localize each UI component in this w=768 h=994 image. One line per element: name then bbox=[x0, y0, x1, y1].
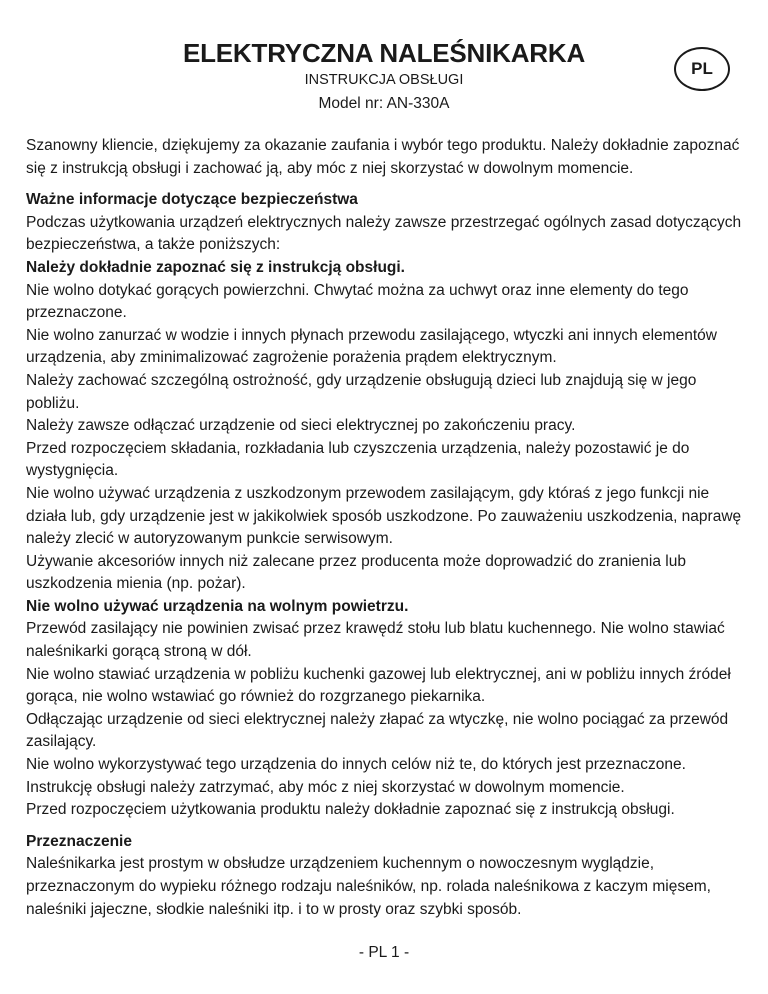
safety-paragraph: Przewód zasilający nie powinien zwisać przez krawędź stołu lub blatu kuchennego. Nie wolno stawiać naleśnikarki gorącą stroną w dół. bbox=[26, 620, 725, 661]
safety-paragraph-emphasis: Należy dokładnie zapoznać się z instrukcją obsługi. bbox=[26, 258, 405, 276]
safety-heading: Ważne informacje dotyczące bezpieczeństwa bbox=[26, 191, 358, 209]
document-body bbox=[26, 135, 750, 921]
safety-paragraph: Nie wolno dotykać gorących powierzchni. Chwytać można za uchwyt oraz inne elementy do tego przeznaczone. bbox=[26, 281, 689, 322]
safety-paragraph: Należy zawsze odłączać urządzenie od sieci elektrycznej po zakończeniu pracy. bbox=[26, 417, 576, 435]
document-title: ELEKTRYCZNA NALEŚNIKARKA bbox=[182, 38, 586, 68]
safety-paragraph: Nie wolno zanurzać w wodzie i innych płynach przewodu zasilającego, wtyczki ani innych elementów urządzenia, aby zminimalizować zagrożenie porażenia prądem elektrycznym. bbox=[26, 326, 717, 367]
purpose-paragraph: Naleśnikarka jest prostym w obsłudze urządzeniem kuchennym o nowoczesnym wyglądzie, przeznaczonym do wypieku różnego rodzaju naleśników, np. rolada naleśnikowa z kaczym mięsem, naleśniki jajeczne, słodkie naleśniki itp. i to w prosty oraz szybki sposób. bbox=[26, 855, 711, 918]
safety-paragraph: Przed rozpoczęciem użytkowania produktu należy dokładnie zapoznać się z instrukcją obsługi. bbox=[26, 801, 675, 819]
safety-paragraph: Instrukcję obsługi należy zatrzymać, aby móc z niej skorzystać w dowolnym momencie. bbox=[26, 778, 625, 796]
purpose-heading: Przeznaczenie bbox=[26, 832, 132, 850]
safety-paragraph: Używanie akcesoriów innych niż zalecane przez producenta może doprowadzić do zranienia lub uszkodzenia mienia (np. pożar). bbox=[26, 552, 686, 593]
safety-paragraph: Przed rozpoczęciem składania, rozkładania lub czyszczenia urządzenia, należy pozostawić je do wystygnięcia. bbox=[26, 439, 690, 480]
safety-paragraph: Odłączając urządzenie od sieci elektrycznej należy złapać za wtyczkę, nie wolno pociągać za przewód zasilający. bbox=[26, 710, 729, 751]
safety-paragraph: Nie wolno wykorzystywać tego urządzenia do innych celów niż te, do których jest przeznaczone. bbox=[26, 756, 686, 774]
safety-paragraph: Podczas użytkowania urządzeń elektrycznych należy zawsze przestrzegać ogólnych zasad dotyczących bezpieczeństwa, a także poniższych: bbox=[26, 213, 742, 254]
document-subtitle: INSTRUKCJA OBSŁUGI bbox=[304, 72, 464, 88]
safety-paragraph: Nie wolno stawiać urządzenia w pobliżu kuchenki gazowej lub elektrycznej, ani w pobliżu innych źródeł gorąca, nie wolno wstawiać go również do rozgrzanego piekarnika. bbox=[26, 665, 731, 706]
model-number: Model nr: AN-330A bbox=[318, 95, 450, 112]
safety-paragraph: Nie wolno używać urządzenia z uszkodzonym przewodem zasilającym, gdy któraś z jego funkcji nie działa lub, gdy urządzenie jest w jakikolwiek sposób uszkodzone. Po zauważeniu uszkodzenia, naprawę należy zlecić w autoryzowanym punkcie serwisowym. bbox=[26, 484, 742, 548]
page-number: - PL 1 - bbox=[358, 944, 410, 961]
safety-paragraph: Należy zachować szczególną ostrożność, gdy urządzenie obsługują dzieci lub znajdują się w jego pobliżu. bbox=[26, 371, 697, 412]
intro-paragraph: Szanowny kliencie, dziękujemy za okazanie zaufania i wybór tego produktu. Należy dokładnie zapoznać się z instrukcją obsługi i zachować ją, aby móc z niej skorzystać w dowolnym momencie. bbox=[26, 137, 740, 177]
document-header bbox=[0, 38, 768, 114]
language-badge: PL bbox=[674, 47, 730, 91]
safety-paragraph-emphasis: Nie wolno używać urządzenia na wolnym powietrzu. bbox=[26, 597, 409, 615]
